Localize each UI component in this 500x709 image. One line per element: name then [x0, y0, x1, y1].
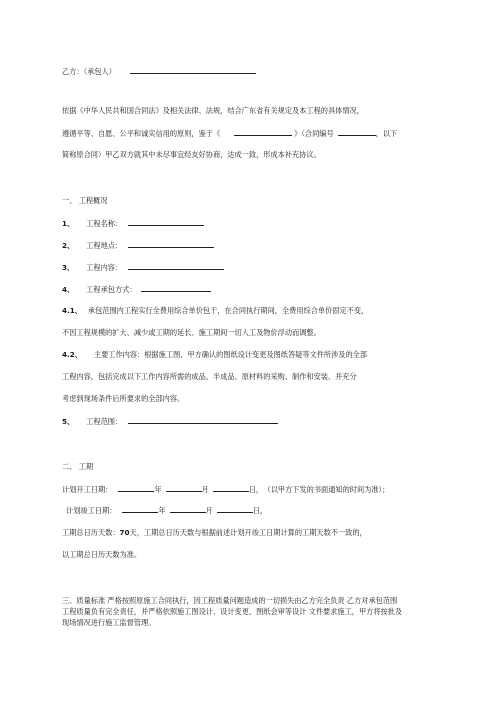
total-days-line [62, 528, 367, 538]
item-4-line [62, 284, 211, 295]
preamble-line-2 [62, 128, 397, 139]
end-year-unit: 年 [158, 506, 166, 515]
section-3-line-1: 三、质量标准 严格按照原施工合同执行，因工程质量问题造成的一切损失由乙方完全负责 乙方对承包范围 [62, 596, 398, 605]
planned-end-line [66, 505, 267, 516]
section-1-title: 一、 工程概况 [62, 196, 108, 205]
contract-method-blank[interactable] [141, 284, 211, 292]
item-2-label: 工程地点： [86, 241, 123, 250]
party-b-label: 乙方：（承包人） [62, 67, 116, 76]
preamble-line-3: 简称原合同）甲乙双方就其中未尽事宜经友好协商，达成一致，形成本补充协议。 [62, 150, 321, 159]
end-year-blank[interactable] [122, 505, 158, 513]
original-contract-name-blank[interactable] [234, 128, 292, 136]
start-month-unit: 月 [201, 485, 209, 494]
item-4-label: 工程承包方式： [86, 285, 137, 294]
item-5-line [62, 416, 278, 427]
end-month-unit: 月 [205, 506, 213, 515]
start-note: （以甲方下发的书面通知的时间为准）； [267, 485, 390, 494]
item-1-num: 1、 [62, 219, 75, 228]
planned-start-line [62, 484, 389, 495]
item-4-num: 4、 [62, 285, 75, 294]
total-days-label: 工期总日历天数： [62, 528, 120, 537]
section-3-line-2: 工程质量负有完全责任，并严格依照施工图设计、设计变更、图纸会审等设计 文件要求施工，甲方将按批及 [62, 607, 403, 616]
end-month-blank[interactable] [170, 505, 206, 513]
item-41-line-1 [62, 306, 368, 316]
preamble-line-2a: 遵循平等、自愿、公平和诚实信用的原则，鉴于《 [62, 129, 221, 138]
item-41-text-1: 承包范围内工程实行全费用综合单价包干，在合同执行期间，全费用综合单价固定不变， [87, 306, 369, 315]
start-year-blank[interactable] [118, 484, 154, 492]
item-42-num: 4.2、 [62, 350, 82, 359]
preamble-line-2b: 》（合同编号 [294, 129, 334, 138]
project-content-blank[interactable] [128, 262, 224, 270]
item-5-label: 工程范围： [86, 417, 123, 426]
item-41-num: 4.1、 [62, 306, 82, 315]
item-1-line [62, 218, 204, 229]
item-1-label: 工程名称： [86, 219, 123, 228]
project-location-blank[interactable] [128, 240, 214, 248]
item-2-line [62, 240, 214, 251]
preamble-line-2c: ，以下 [375, 129, 398, 138]
item-3-num: 3、 [62, 263, 75, 272]
item-42-line-1 [62, 350, 367, 360]
planned-start-label: 计划开工日期： [62, 485, 113, 494]
total-days-text: 天，工期总日历天数与根据前述计划开竣工日期计算的工期天数不一致的， [129, 528, 367, 537]
total-days-value: 70 [119, 528, 130, 537]
project-name-blank[interactable] [128, 218, 204, 226]
item-3-line [62, 262, 224, 273]
start-day-blank[interactable] [213, 484, 249, 492]
item-2-num: 2、 [62, 241, 75, 250]
section-2-title: 二、 工期 [62, 462, 94, 471]
item-5-num: 5、 [62, 417, 75, 426]
planned-end-label: 计划竣工日期： [66, 506, 117, 515]
item-3-label: 工程内容： [86, 263, 123, 272]
preamble-line-1: 依据《中华人民共和国合同法》及相关法律、法规，结合广东省有关规定及本工程的具体情况， [62, 106, 364, 115]
contract-number-blank[interactable] [338, 128, 376, 136]
start-day-unit: 日， [248, 485, 264, 494]
project-scope-blank[interactable] [128, 416, 278, 424]
start-year-unit: 年 [154, 485, 162, 494]
item-42-line-2: 工程内容，包括完成以下工作内容所需的成品、半成品、原材料的采购、制作和安装、并充分 [62, 372, 357, 381]
party-b-blank[interactable] [130, 66, 256, 74]
item-41-line-2: 不因工程规模的扩大、减少或工期的延长、施工期间一切人工及物价浮动而调整。 [62, 328, 321, 337]
end-day-unit: 日， [252, 506, 268, 515]
start-month-blank[interactable] [166, 484, 202, 492]
item-42-text-1: 主要工作内容：根据施工图、甲方确认的图纸设计变更及图纸答疑等文件所涉及的全部 [93, 350, 368, 359]
end-day-blank[interactable] [217, 505, 253, 513]
item-42-line-3: 考虑到现场条件后所要求的全部内容。 [62, 394, 185, 403]
total-days-line-2: 以工期总日历天数为准。 [62, 550, 142, 559]
section-3-line-3: 现场情况进行施工监督管理。 [62, 618, 156, 627]
party-b-line [62, 66, 256, 77]
